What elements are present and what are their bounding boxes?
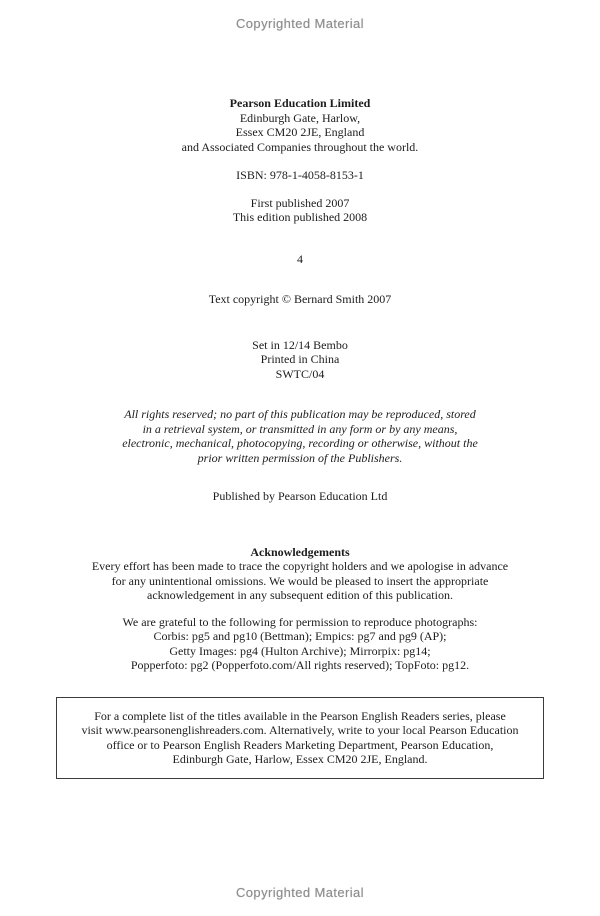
photo-credits-line: We are grateful to the following for permission to reproduce photographs: bbox=[122, 614, 478, 629]
notice-box bbox=[56, 697, 544, 779]
acknowledgements-heading: Acknowledgements bbox=[250, 544, 350, 559]
publisher-address-line: Edinburgh Gate, Harlow, bbox=[239, 110, 361, 125]
isbn-line: ISBN: 978-1-4058-8153-1 bbox=[236, 168, 364, 182]
rights-line: in a retrieval system, or transmitted in any form or by any means, bbox=[142, 421, 458, 436]
rights-line: electronic, mechanical, photocopying, recording or otherwise, without the bbox=[122, 436, 478, 450]
typeset-line: SWTC/04 bbox=[275, 366, 325, 381]
edition-block bbox=[0, 196, 600, 225]
impression-number: 4 bbox=[297, 251, 303, 266]
edition-line: First published 2007 bbox=[250, 195, 350, 210]
photo-credits-line: Corbis: pg5 and pg10 (Bettman); Empics: pg7 and pg9 (AP); bbox=[153, 629, 447, 643]
photo-credits-block bbox=[0, 615, 600, 673]
photo-credits-line: Popperfoto: pg2 (Popperfoto.com/All rights reserved); TopFoto: pg12. bbox=[130, 658, 470, 672]
notice-line: visit www.pearsonenglishreaders.com. Alternatively, write to your local Pearson Education bbox=[81, 723, 519, 737]
watermark-top: Copyrighted Material bbox=[236, 16, 364, 31]
notice-line: For a complete list of the titles available in the Pearson English Readers series, please bbox=[94, 708, 506, 723]
notice-line: Edinburgh Gate, Harlow, Essex CM20 2JE, England. bbox=[172, 752, 428, 766]
publisher-name: Pearson Education Limited bbox=[229, 96, 371, 110]
rights-line: All rights reserved; no part of this publication may be reproduced, stored bbox=[124, 407, 476, 421]
published-by-line: Published by Pearson Education Ltd bbox=[212, 489, 388, 503]
acknowledgements-line: acknowledgement in any subsequent edition of this publication. bbox=[147, 588, 453, 602]
typeset-line: Set in 12/14 Bembo bbox=[252, 337, 348, 352]
watermark-bottom: Copyrighted Material bbox=[236, 884, 364, 900]
publisher-block bbox=[0, 96, 600, 154]
copyright-line: Text copyright © Bernard Smith 2007 bbox=[208, 292, 392, 306]
typeset-line: Printed in China bbox=[260, 352, 340, 366]
edition-line: This edition published 2008 bbox=[232, 210, 368, 224]
photo-credits-line: Getty Images: pg4 (Hulton Archive); Mirrorpix: pg14; bbox=[169, 643, 431, 658]
notice-line: office or to Pearson English Readers Marketing Department, Pearson Education, bbox=[106, 737, 494, 752]
rights-statement bbox=[0, 407, 600, 465]
typeset-block bbox=[0, 338, 600, 382]
acknowledgements-line: Every effort has been made to trace the copyright holders and we apologise in advance bbox=[91, 559, 509, 573]
publisher-address-line: Essex CM20 2JE, England bbox=[235, 125, 365, 139]
publisher-address-line: and Associated Companies throughout the world. bbox=[181, 139, 419, 154]
rights-line: prior written permission of the Publishers. bbox=[197, 450, 403, 465]
acknowledgements-block bbox=[0, 545, 600, 603]
acknowledgements-line: for any unintentional omissions. We would be pleased to insert the appropriate bbox=[111, 573, 489, 588]
